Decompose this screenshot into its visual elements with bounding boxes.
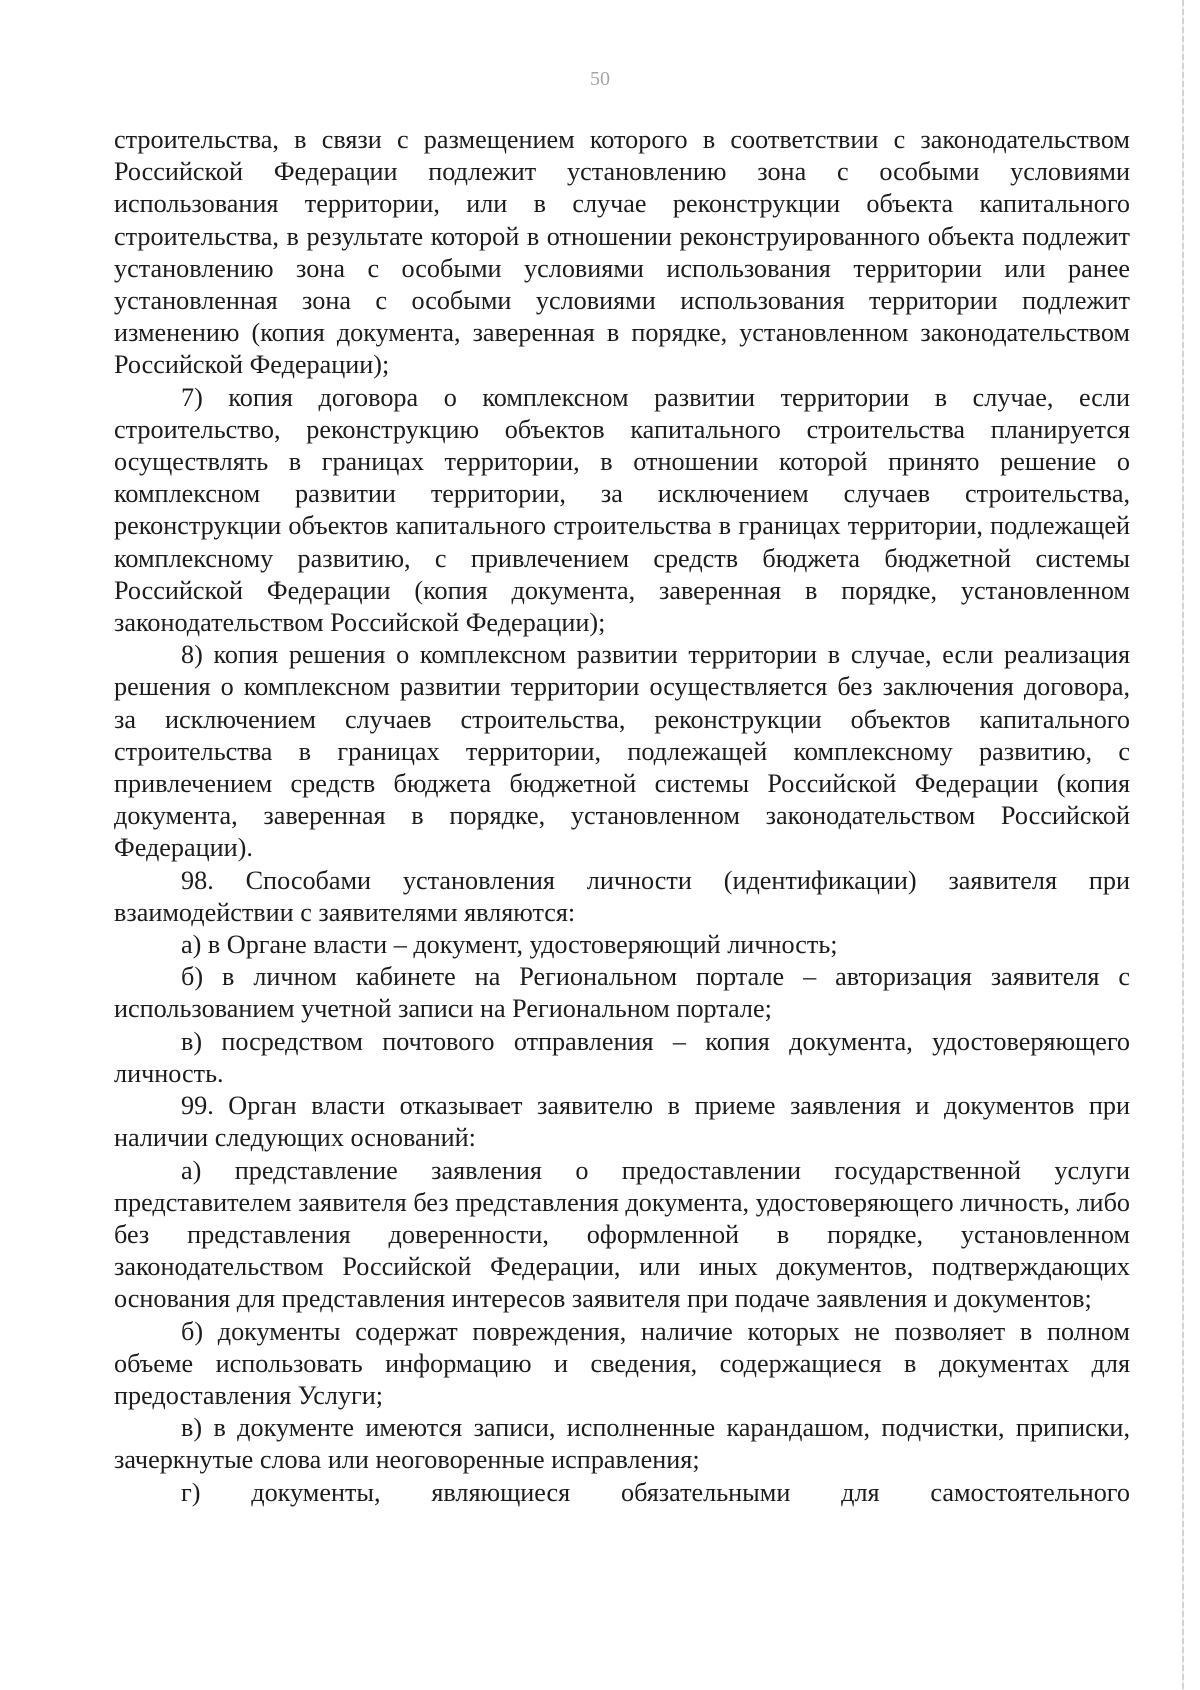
paragraph-item-8: 8) копия решения о комплексном развитии территории в случае, если реализация решения о комплексном развитии территории осуществляется без заключения договора, за исключением случаев строительства, реконструкции объектов капитального строительства в границах территории, подлежащей комплексному развитию, с привлечением средств бюджета бюджетной системы Российской Федерации (копия документа, заверенная в порядке, установленном законодательством Российской Федерации). [114,640,1130,863]
paragraph-98: 98. Способами установления личности (идентификации) заявителя при взаимодействии с заявителями являются: [114,865,1130,927]
paragraph-98-v: в) посредством почтового отправления – копия документа, удостоверяющего личность. [114,1026,1130,1088]
document-body [114,124,1130,1509]
scan-edge-line [1182,0,1184,1690]
paragraph-item-7: 7) копия договора о комплексном развитии территории в случае, если строительство, реконструкцию объектов капитального строительства планируется осуществлять в границах территории, в отношении которой принято решение о комплексном развитии территории, за исключением случаев строительства, реконструкции объектов капитального строительства в границах территории, подлежащей комплексному развитию, с привлечением средств бюджета бюджетной системы Российской Федерации (копия документа, заверенная в порядке, установленном законодательством Российской Федерации); [114,382,1130,638]
paragraph-99-v: в) в документе имеются записи, исполненные карандашом, подчистки, приписки, зачеркнутые слова или неоговоренные исправления; [114,1413,1130,1475]
paragraph-99-a: а) представление заявления о предоставлении государственной услуги представителем заявителя без представления документа, удостоверяющего личность, либо без представления доверенности, оформленной в порядке, установленном законодательством Российской Федерации, или иных документов, подтверждающих основания для представления интересов заявителя при подаче заявления и документов; [114,1155,1130,1314]
paragraph-99-b: б) документы содержат повреждения, наличие которых не позволяет в полном объеме использовать информацию и сведения, содержащиеся в документах для предоставления Услуги; [114,1316,1130,1410]
paragraph-99-g: г) документы, являющиеся обязательными для самостоятельного [181,1477,1130,1507]
paragraph-continuation: строительства, в связи с размещением которого в соответствии с законодательством Российской Федерации подлежит установлению зона с особыми условиями использования территории, или в случае реконструкции объекта капитального строительства, в результате которой в отношении реконструированного объекта подлежит установлению зона с особыми условиями использования территории или ранее установленная зона с особыми условиями использования территории подлежит изменению (копия документа, заверенная в порядке, установленном законодательством Российской Федерации); [114,125,1130,380]
paragraph-99: 99. Орган власти отказывает заявителю в приеме заявления и документов при наличии следующих оснований: [114,1091,1130,1153]
page-number: 50 [590,68,610,90]
paragraph-98-a: а) в Органе власти – документ, удостоверяющий личность; [181,930,838,960]
paragraph-98-b: б) в личном кабинете на Региональном портале – авторизация заявителя с использованием учетной записи на Региональном портале; [114,962,1130,1024]
